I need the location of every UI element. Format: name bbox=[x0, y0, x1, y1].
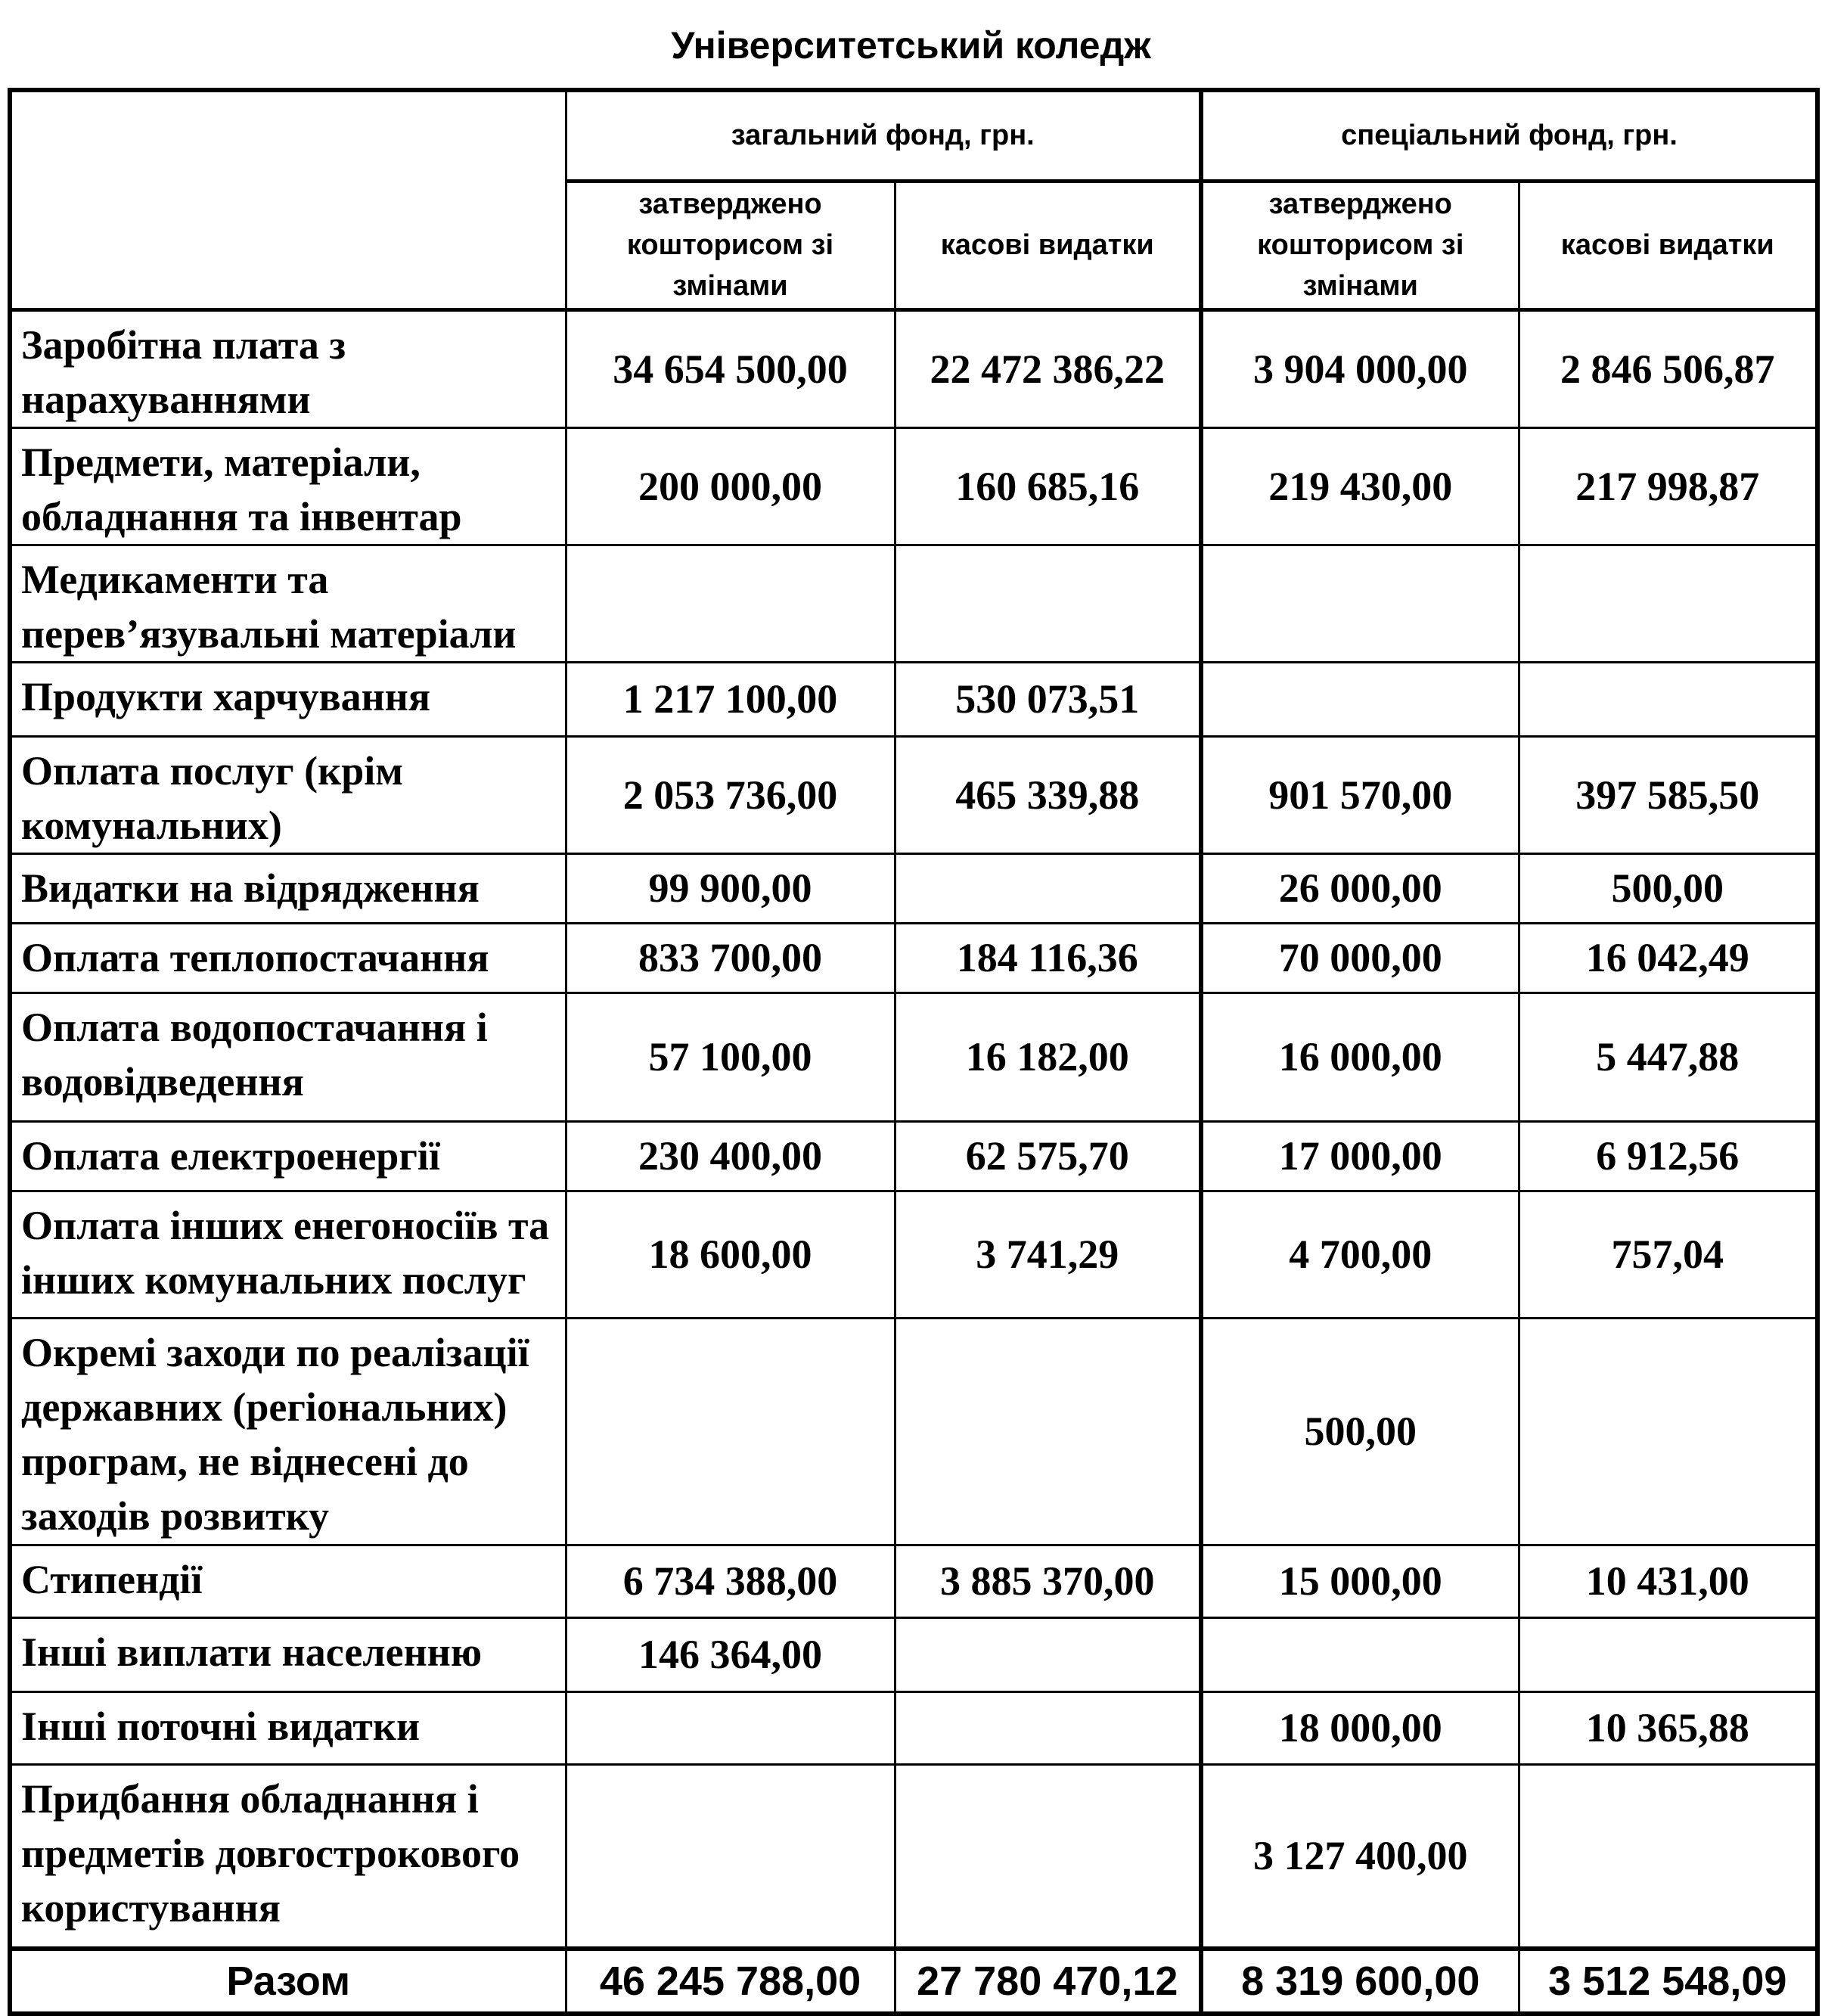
cell-general-approved: 1 217 100,00 bbox=[566, 662, 895, 736]
total-general-cash: 27 780 470,12 bbox=[895, 1949, 1201, 2014]
row-label: Заробітна плата з нарахуваннями bbox=[10, 309, 566, 427]
cell-special-approved: 18 000,00 bbox=[1201, 1691, 1519, 1764]
table-row bbox=[10, 1691, 1817, 1764]
total-row bbox=[10, 1949, 1817, 2014]
cell-special-cash: 16 042,49 bbox=[1519, 923, 1817, 992]
header-special-fund: спеціальний фонд, грн. bbox=[1201, 90, 1817, 181]
table-row bbox=[10, 662, 1817, 736]
cell-general-approved: 833 700,00 bbox=[566, 923, 895, 992]
cell-general-approved: 2 053 736,00 bbox=[566, 736, 895, 853]
table-row bbox=[10, 427, 1817, 545]
table-row bbox=[10, 736, 1817, 853]
header-general-approved: затверджено кошторисом зі змінами bbox=[566, 181, 895, 309]
header-general-fund: загальний фонд, грн. bbox=[566, 90, 1201, 181]
table-row bbox=[10, 1121, 1817, 1191]
cell-special-approved: 4 700,00 bbox=[1201, 1191, 1519, 1318]
table-row bbox=[10, 923, 1817, 992]
row-label: Видатки на відрядження bbox=[10, 853, 566, 923]
table-row bbox=[10, 1318, 1817, 1545]
cell-special-cash: 10 431,00 bbox=[1519, 1545, 1817, 1617]
cell-special-cash: 757,04 bbox=[1519, 1191, 1817, 1318]
table-row bbox=[10, 1545, 1817, 1617]
cell-special-cash: 5 447,88 bbox=[1519, 992, 1817, 1121]
table-row bbox=[10, 853, 1817, 923]
cell-special-approved: 500,00 bbox=[1201, 1318, 1519, 1545]
row-label: Предмети, матеріали, обладнання та інвентар bbox=[10, 427, 566, 545]
cell-special-cash bbox=[1519, 1764, 1817, 1949]
cell-special-cash: 2 846 506,87 bbox=[1519, 309, 1817, 427]
cell-general-cash: 184 116,36 bbox=[895, 923, 1201, 992]
cell-special-cash bbox=[1519, 1617, 1817, 1691]
row-label: Оплата електроенергії bbox=[10, 1121, 566, 1191]
cell-general-approved: 34 654 500,00 bbox=[566, 309, 895, 427]
cell-special-cash: 6 912,56 bbox=[1519, 1121, 1817, 1191]
cell-special-cash: 397 585,50 bbox=[1519, 736, 1817, 853]
cell-general-cash: 62 575,70 bbox=[895, 1121, 1201, 1191]
header-general-cash: касові видатки bbox=[895, 181, 1201, 309]
cell-general-approved bbox=[566, 1764, 895, 1949]
cell-general-cash: 160 685,16 bbox=[895, 427, 1201, 545]
cell-special-approved: 15 000,00 bbox=[1201, 1545, 1519, 1617]
header-row-funds bbox=[10, 90, 1817, 181]
cell-special-approved bbox=[1201, 545, 1519, 662]
cell-general-approved: 18 600,00 bbox=[566, 1191, 895, 1318]
cell-special-approved: 26 000,00 bbox=[1201, 853, 1519, 923]
cell-general-approved bbox=[566, 1318, 895, 1545]
cell-special-approved: 17 000,00 bbox=[1201, 1121, 1519, 1191]
total-general-approved: 46 245 788,00 bbox=[566, 1949, 895, 2014]
cell-general-cash: 22 472 386,22 bbox=[895, 309, 1201, 427]
cell-general-approved: 6 734 388,00 bbox=[566, 1545, 895, 1617]
cell-special-cash: 10 365,88 bbox=[1519, 1691, 1817, 1764]
cell-general-cash: 3 885 370,00 bbox=[895, 1545, 1201, 1617]
cell-special-approved: 70 000,00 bbox=[1201, 923, 1519, 992]
table-row bbox=[10, 309, 1817, 427]
header-special-cash: касові видатки bbox=[1519, 181, 1817, 309]
cell-special-approved: 3 127 400,00 bbox=[1201, 1764, 1519, 1949]
cell-general-approved bbox=[566, 545, 895, 662]
cell-general-approved: 57 100,00 bbox=[566, 992, 895, 1121]
row-label: Оплата послуг (крім комунальних) bbox=[10, 736, 566, 853]
cell-general-cash bbox=[895, 1764, 1201, 1949]
header-empty-cell bbox=[10, 90, 566, 309]
cell-special-cash: 500,00 bbox=[1519, 853, 1817, 923]
cell-general-approved: 200 000,00 bbox=[566, 427, 895, 545]
cell-general-cash: 530 073,51 bbox=[895, 662, 1201, 736]
row-label: Придбання обладнання і предметів довгострокового користування bbox=[10, 1764, 566, 1949]
table-row bbox=[10, 545, 1817, 662]
cell-general-cash bbox=[895, 545, 1201, 662]
row-label: Інші виплати населенню bbox=[10, 1617, 566, 1691]
page-title: Університетський коледж bbox=[671, 24, 1151, 67]
cell-general-approved: 99 900,00 bbox=[566, 853, 895, 923]
row-label: Інші поточні видатки bbox=[10, 1691, 566, 1764]
total-special-approved: 8 319 600,00 bbox=[1201, 1949, 1519, 2014]
cell-special-approved: 901 570,00 bbox=[1201, 736, 1519, 853]
table-row bbox=[10, 1191, 1817, 1318]
table-row bbox=[10, 1764, 1817, 1949]
row-label: Оплата водопостачання і водовідведення bbox=[10, 992, 566, 1121]
row-label: Медикаменти та перев’язувальні матеріали bbox=[10, 545, 566, 662]
total-label: Разом bbox=[10, 1949, 566, 2014]
cell-special-approved: 3 904 000,00 bbox=[1201, 309, 1519, 427]
cell-general-cash bbox=[895, 1318, 1201, 1545]
row-label: Оплата інших енегоносіїв та інших комунальних послуг bbox=[10, 1191, 566, 1318]
cell-general-cash: 16 182,00 bbox=[895, 992, 1201, 1121]
row-label: Окремі заходи по реалізації державних (регіональних) програм, не віднесені до заходів розвитку bbox=[10, 1318, 566, 1545]
table-row bbox=[10, 992, 1817, 1121]
header-special-approved: затверджено кошторисом зі змінами bbox=[1201, 181, 1519, 309]
cell-general-cash: 465 339,88 bbox=[895, 736, 1201, 853]
cell-general-approved bbox=[566, 1691, 895, 1764]
cell-special-cash bbox=[1519, 1318, 1817, 1545]
cell-general-cash bbox=[895, 1691, 1201, 1764]
cell-special-cash: 217 998,87 bbox=[1519, 427, 1817, 545]
cell-general-cash: 3 741,29 bbox=[895, 1191, 1201, 1318]
cell-special-approved: 219 430,00 bbox=[1201, 427, 1519, 545]
cell-general-cash bbox=[895, 1617, 1201, 1691]
table-row bbox=[10, 1617, 1817, 1691]
cell-general-approved: 146 364,00 bbox=[566, 1617, 895, 1691]
row-label: Оплата теплопостачання bbox=[10, 923, 566, 992]
total-special-cash: 3 512 548,09 bbox=[1519, 1949, 1817, 2014]
cell-special-cash bbox=[1519, 662, 1817, 736]
row-label: Стипендії bbox=[10, 1545, 566, 1617]
budget-table bbox=[8, 88, 1820, 2016]
cell-general-cash bbox=[895, 853, 1201, 923]
cell-special-approved bbox=[1201, 662, 1519, 736]
cell-special-approved: 16 000,00 bbox=[1201, 992, 1519, 1121]
cell-special-approved bbox=[1201, 1617, 1519, 1691]
cell-general-approved: 230 400,00 bbox=[566, 1121, 895, 1191]
cell-special-cash bbox=[1519, 545, 1817, 662]
row-label: Продукти харчування bbox=[10, 662, 566, 736]
